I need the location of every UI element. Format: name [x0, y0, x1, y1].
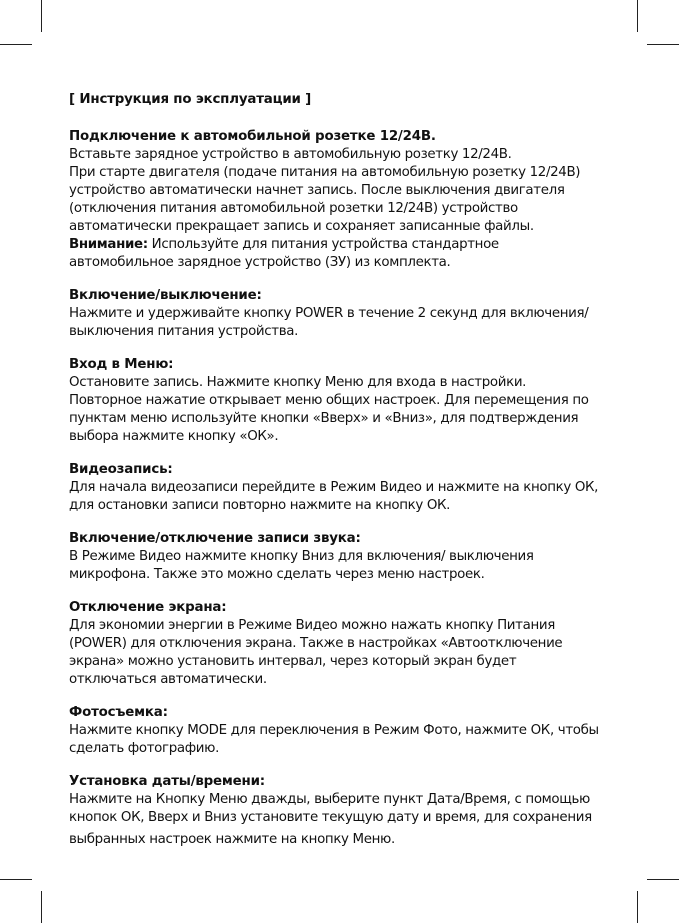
- section-sound-recording: [69, 530, 617, 584]
- attention-note: [69, 236, 617, 254]
- section-line: устройство автоматически начнет запись. После выключения двигателя: [69, 183, 565, 198]
- section-line: Для экономии энергии в Режиме Видео можно нажать кнопку Питания: [69, 618, 555, 633]
- section-line: В Режиме Видео нажмите кнопку Вниз для включения/ выключения: [69, 549, 534, 564]
- section-line: Нажмите на Кнопку Меню дважды, выберите пункт Дата/Время, с помощью: [69, 792, 590, 807]
- attention-text: Используйте для питания устройства стандартное: [147, 237, 499, 252]
- section-line: микрофона. Также это можно сделать через меню настроек.: [69, 567, 485, 582]
- section-line: автомобильное зарядное устройство (ЗУ) из комплекта.: [69, 255, 451, 270]
- crop-mark-bottom-right-vertical: [637, 891, 638, 923]
- section-line: выбора нажмите кнопку «ОК».: [69, 429, 279, 444]
- section-screen-off: [69, 599, 617, 689]
- section-line: Повторное нажатие открывает меню общих настроек. Для перемещения по: [69, 393, 589, 408]
- section-heading: Подключение к автомобильной розетке 12/24В.: [69, 129, 436, 144]
- section-heading: Отключение экрана:: [69, 600, 227, 615]
- section-line: (POWER) для отключения экрана. Также в настройках «Автоотключение: [69, 636, 563, 651]
- section-line: кнопок ОК, Вверх и Вниз установите текущую дату и время, для сохранения: [69, 810, 592, 825]
- section-line: Для начала видеозаписи перейдите в Режим Видео и нажмите на кнопку ОК,: [69, 480, 599, 495]
- section-heading: Фотосъемка:: [69, 705, 168, 720]
- section-line: При старте двигателя (подаче питания на автомобильную розетку 12/24В): [69, 165, 581, 180]
- section-line: для остановки записи повторно нажмите на кнопку ОК.: [69, 498, 451, 513]
- section-line: выбранных настроек нажмите на кнопку Меню.: [69, 832, 395, 847]
- section-line: Остановите запись. Нажмите кнопку Меню для входа в настройки.: [69, 375, 527, 390]
- section-line: Вставьте зарядное устройство в автомобильную розетку 12/24В.: [69, 147, 512, 162]
- section-line: отключаться автоматически.: [69, 672, 267, 687]
- section-line: экрана» можно установить интервал, через который экран будет: [69, 654, 517, 669]
- section-date-time: [69, 773, 617, 849]
- crop-mark-bottom-right-horizontal: [647, 879, 679, 880]
- crop-mark-top-left-vertical: [41, 0, 42, 32]
- crop-mark-bottom-left-horizontal: [0, 879, 32, 880]
- section-car-socket: [69, 128, 617, 272]
- section-menu-entry: [69, 356, 617, 446]
- section-line: (отключения питания автомобильной розетки 12/24В) устройство: [69, 201, 518, 216]
- crop-mark-top-left-horizontal: [0, 44, 32, 45]
- section-photo: [69, 704, 617, 758]
- section-line: выключения питания устройства.: [69, 324, 299, 339]
- section-line: пунктам меню используйте кнопки «Вверх» и «Вниз», для подтверждения: [69, 411, 579, 426]
- attention-label: Внимание:: [69, 237, 148, 252]
- section-heading: Включение/отключение записи звука:: [69, 531, 361, 546]
- section-line: автоматически прекращает запись и сохраняет записанные файлы.: [69, 219, 534, 234]
- instruction-page: [69, 91, 617, 864]
- section-line: сделать фотографию.: [69, 741, 219, 756]
- section-heading: Установка даты/времени:: [69, 774, 265, 789]
- section-power-on-off: [69, 287, 617, 341]
- document-title: [ Инструкция по эксплуатации ]: [69, 92, 312, 107]
- section-line: Нажмите кнопку MODE для переключения в Режим Фото, нажмите ОК, чтобы: [69, 723, 599, 738]
- section-heading: Вход в Меню:: [69, 357, 174, 372]
- crop-mark-top-right-horizontal: [647, 44, 679, 45]
- crop-mark-top-right-vertical: [637, 0, 638, 32]
- section-video-recording: [69, 461, 617, 515]
- section-heading: Включение/выключение:: [69, 288, 262, 303]
- crop-mark-bottom-left-vertical: [41, 891, 42, 923]
- section-heading: Видеозапись:: [69, 462, 173, 477]
- section-line: Нажмите и удерживайте кнопку POWER в течение 2 секунд для включения/: [69, 306, 589, 321]
